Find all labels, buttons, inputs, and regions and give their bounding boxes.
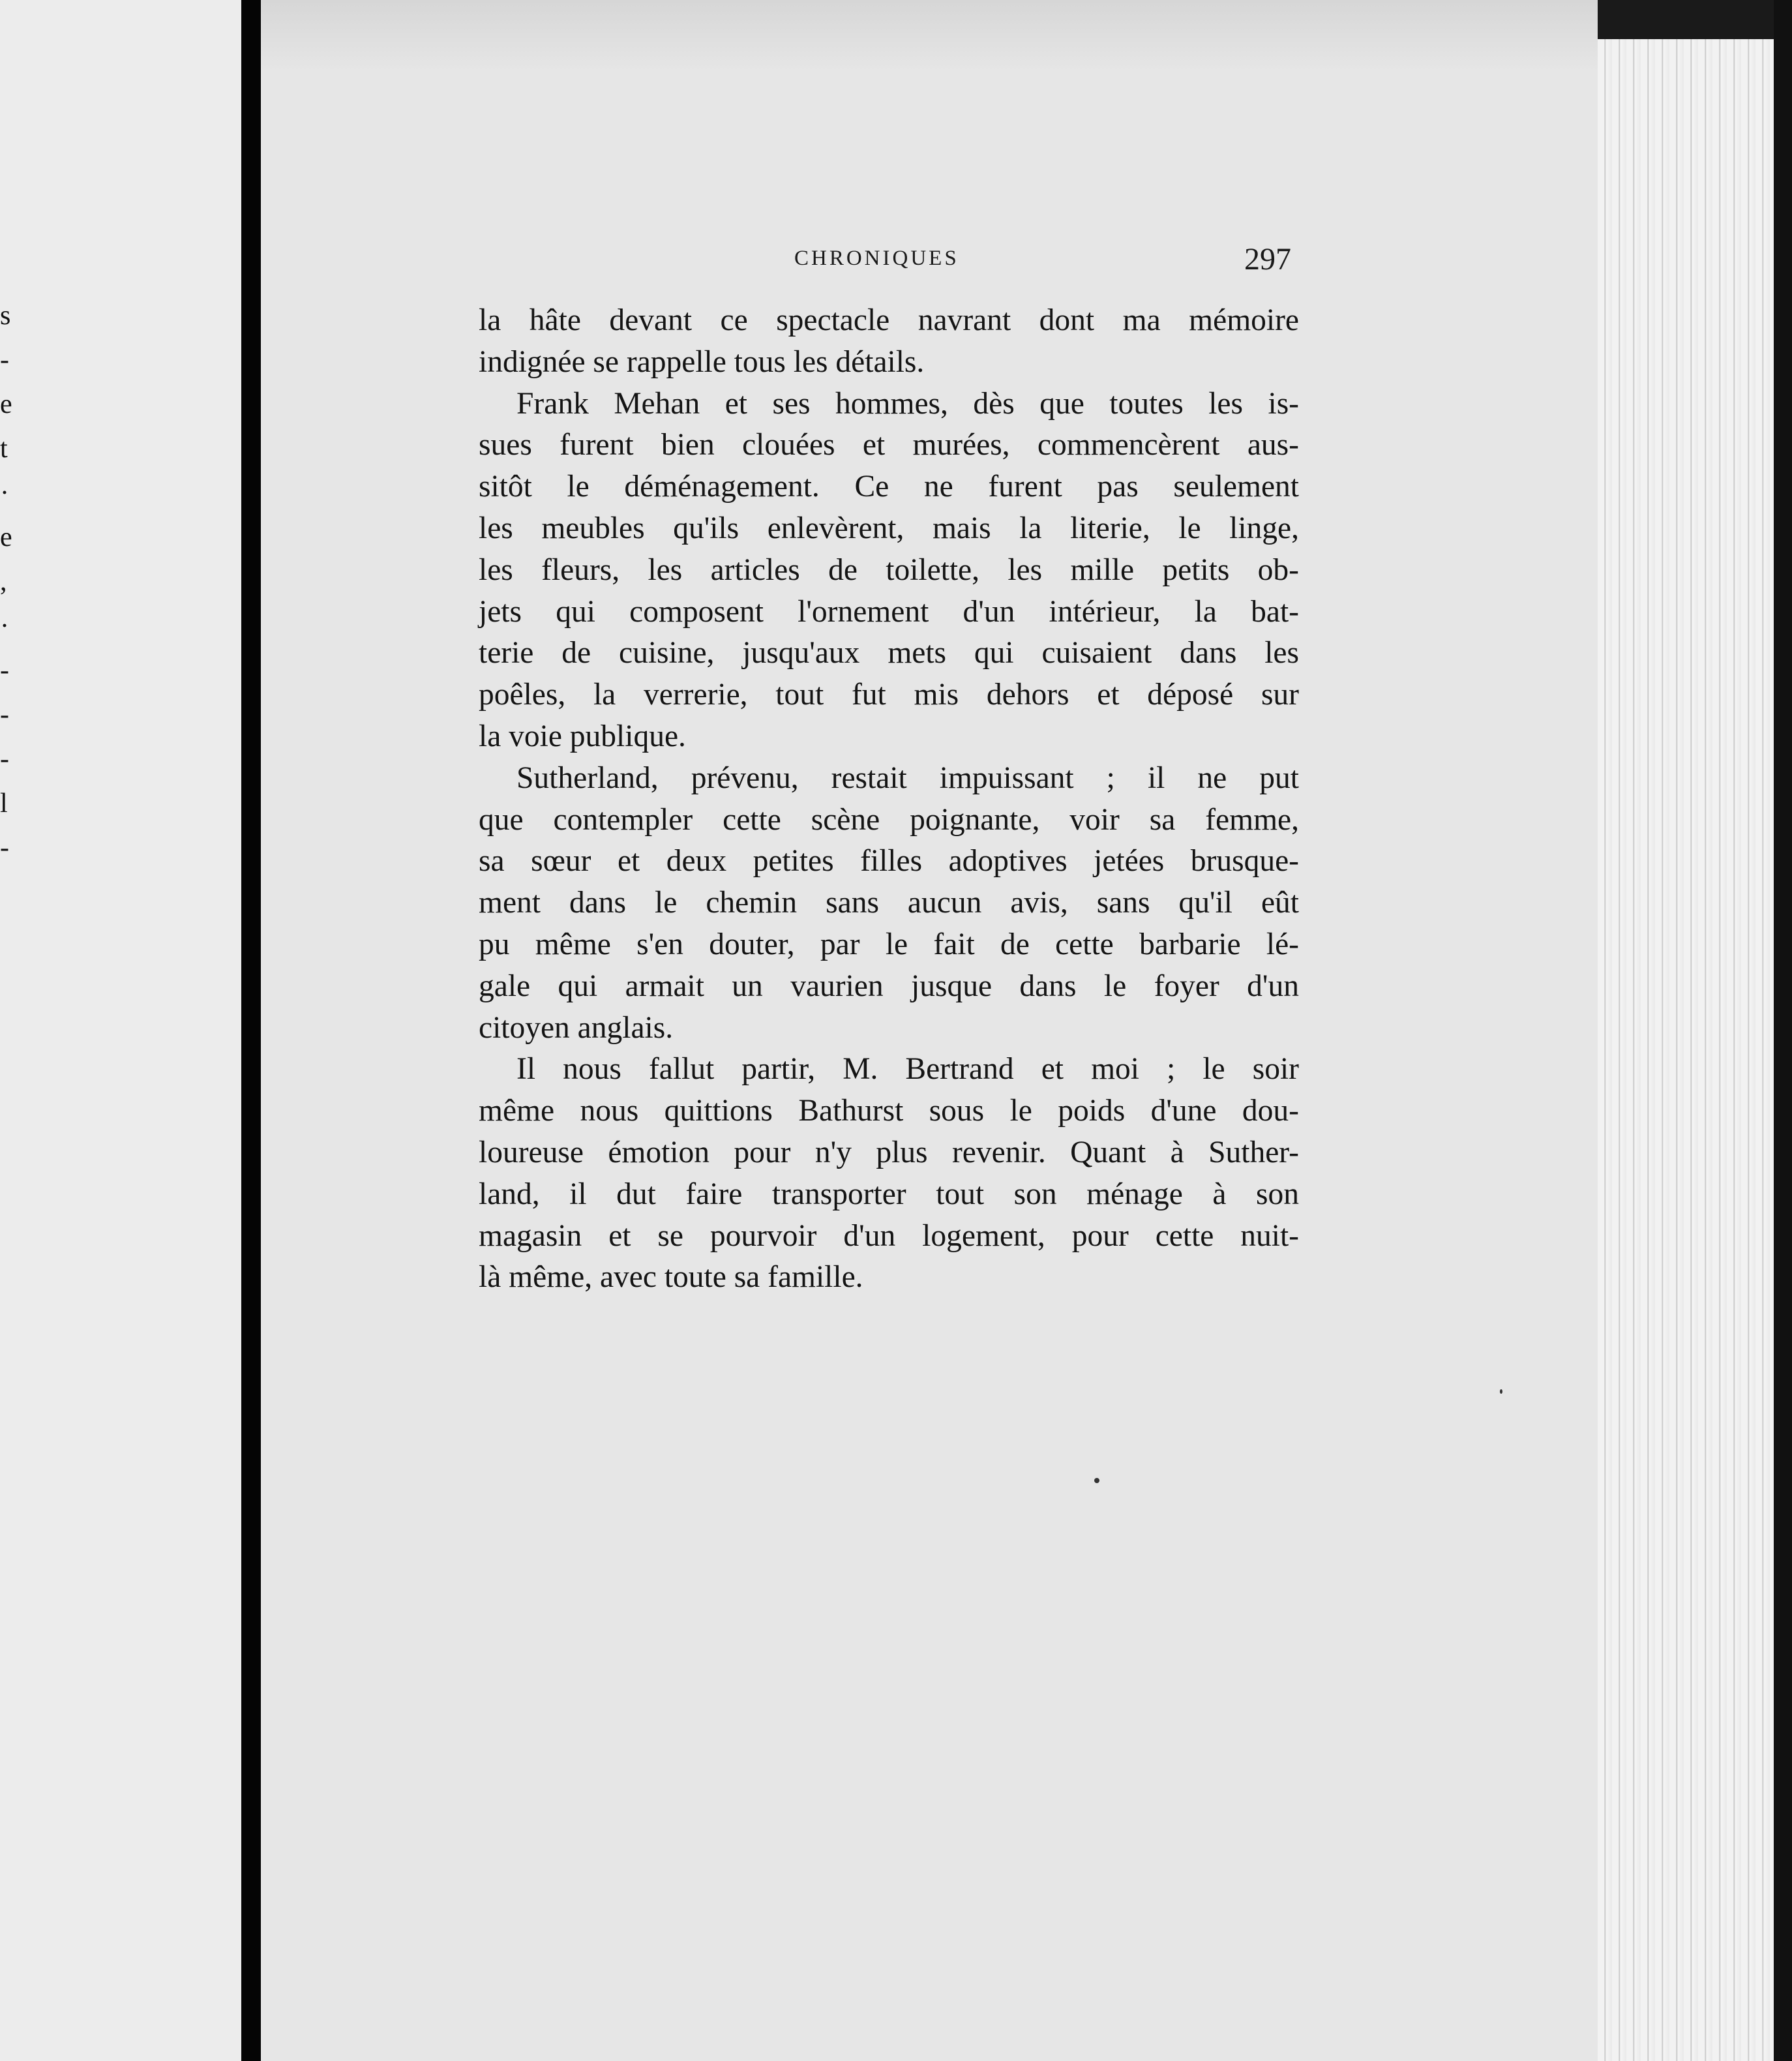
facing-page-edge-text	[0, 293, 20, 870]
page-stack-dark-edge	[1774, 0, 1792, 2061]
page-top-shade	[261, 0, 1598, 72]
text-line: Il nous fallut partir, M. Bertrand et moi ; le soir	[516, 1052, 1299, 1087]
running-head: CHRONIQUES	[794, 247, 959, 270]
book-gutter	[241, 0, 261, 2061]
paragraph	[479, 1049, 1299, 1299]
facing-page-char: e	[0, 522, 12, 552]
text-line: terie de cuisine, jusqu'aux mets qui cuisaient dans les	[479, 636, 1299, 670]
facing-page-char: l	[0, 789, 8, 819]
paper-speck	[1500, 1389, 1502, 1394]
text-line: ment dans le chemin sans aucun avis, sans qu'il eût	[479, 886, 1299, 920]
facing-page-char: e	[0, 389, 12, 419]
text-line: indignée se rappelle tous les détails.	[479, 344, 925, 379]
text-line: poêles, la verrerie, tout fut mis dehors et déposé sur	[479, 678, 1299, 712]
facing-page-char: s	[0, 301, 11, 331]
facing-page-char: ·	[0, 611, 9, 641]
text-line: que contempler cette scène poignante, voir sa femme,	[479, 802, 1299, 837]
text-line: land, il dut faire transporter tout son ménage à son	[479, 1177, 1299, 1211]
text-line: là même, avec toute sa famille.	[479, 1260, 863, 1295]
facing-page-char: ,	[0, 567, 7, 597]
paragraph	[479, 300, 1299, 384]
text-line: la voie publique.	[479, 719, 686, 753]
body-text	[479, 300, 1299, 1299]
text-line: jets qui composent l'ornement d'un intérieur, la bat-	[479, 594, 1299, 629]
facing-page-char: -	[0, 700, 9, 730]
text-line: la hâte devant ce spectacle navrant dont ma mémoire	[479, 303, 1299, 337]
text-line: magasin et se pourvoir d'un logement, pour cette nuit-	[479, 1218, 1299, 1253]
facing-page-left	[0, 0, 243, 2061]
paper-speck	[1094, 1478, 1099, 1483]
text-line: les meubles qu'ils enlevèrent, mais la literie, le linge,	[479, 511, 1299, 545]
text-line: même nous quittions Bathurst sous le poids d'une dou-	[479, 1094, 1299, 1128]
text-line: citoyen anglais.	[479, 1010, 674, 1045]
text-line: Frank Mehan et ses hommes, dès que toutes les is-	[516, 386, 1299, 421]
facing-page-char: -	[0, 744, 9, 774]
paragraph	[479, 758, 1299, 1049]
text-line: loureuse émotion pour n'y plus revenir. Quant à Suther-	[479, 1135, 1299, 1169]
text-line: sitôt le déménagement. Ce ne furent pas seulement	[479, 470, 1299, 504]
facing-page-char: -	[0, 345, 9, 375]
text-line: sa sœur et deux petites filles adoptives jetées brusque-	[479, 844, 1299, 879]
paragraph	[479, 384, 1299, 758]
page-number: 297	[1244, 242, 1291, 277]
facing-page-char: -	[0, 833, 9, 863]
text-line: les fleurs, les articles de toilette, les mille petits ob-	[479, 552, 1299, 587]
text-line: Sutherland, prévenu, restait impuissant ; il ne put	[516, 760, 1299, 795]
text-line: sues furent bien clouées et murées, commencèrent aus-	[479, 428, 1299, 462]
facing-page-char: ·	[0, 478, 9, 508]
text-line: gale qui armait un vaurien jusque dans le foyer d'un	[479, 969, 1299, 1003]
text-line: pu même s'en douter, par le fait de cette barbarie lé-	[479, 927, 1299, 961]
facing-page-char: t	[0, 434, 8, 464]
page-stack-shadow	[1598, 0, 1792, 39]
page-stack-edges	[1598, 0, 1792, 2061]
facing-page-char: -	[0, 655, 9, 685]
